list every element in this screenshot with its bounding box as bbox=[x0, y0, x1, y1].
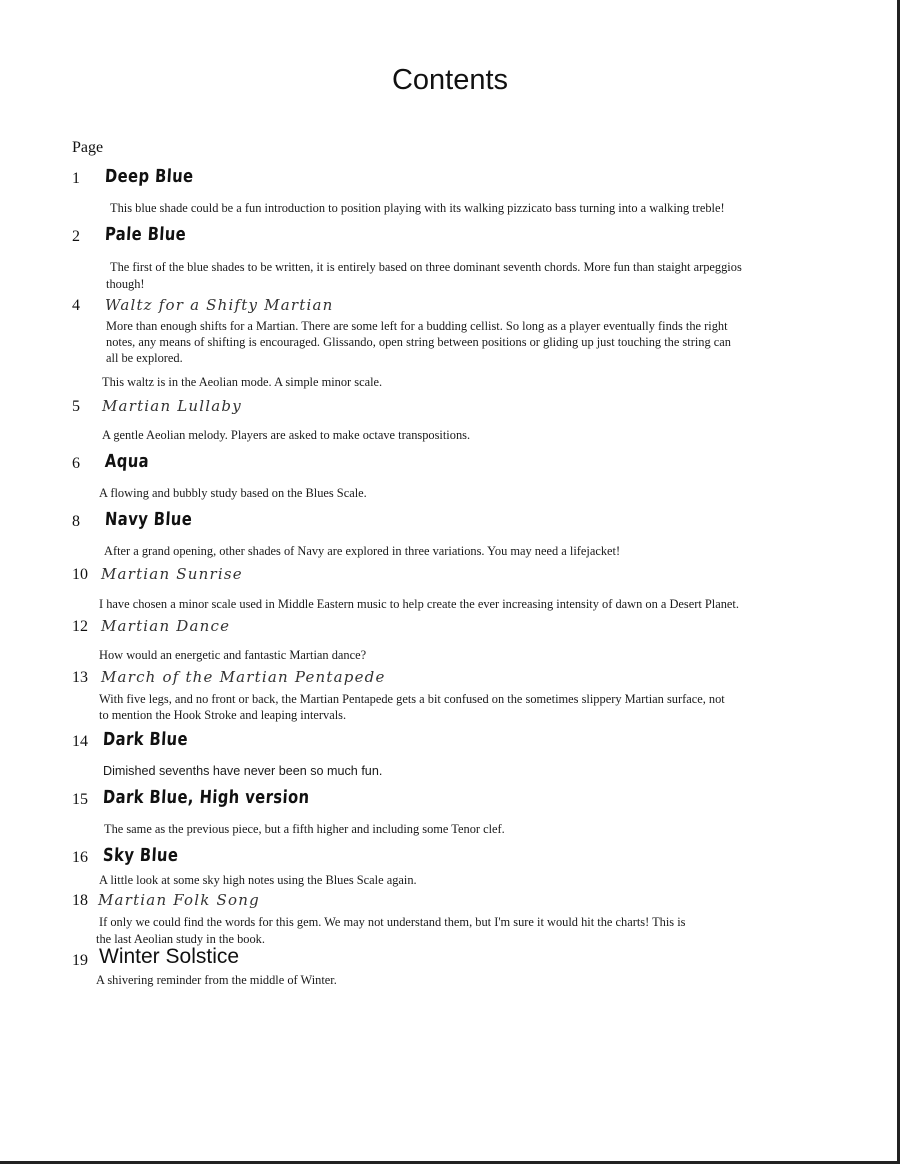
entry-title: Dark Blue, High version bbox=[102, 787, 311, 808]
entry-description: A shivering reminder from the middle of Winter. bbox=[96, 973, 337, 987]
entry-title: Martian Sunrise bbox=[101, 565, 243, 583]
entry-title: Dark Blue bbox=[102, 729, 189, 750]
entry-description: the last Aeolian study in the book. bbox=[96, 932, 265, 946]
entry-page-number: 19 bbox=[72, 952, 88, 969]
entry-description: all be explored. bbox=[106, 351, 183, 365]
entry-title: Martian Lullaby bbox=[102, 397, 242, 415]
entry-description: This blue shade could be a fun introduction to position playing with its walking pizzicato bass turning into a walking treble! bbox=[110, 201, 725, 215]
entry-description: notes, any means of shifting is encouraged. Glissando, open string between positions or gliding up just touching the string can bbox=[106, 335, 731, 349]
entry-description: A gentle Aeolian melody. Players are asked to make octave transpositions. bbox=[102, 428, 471, 442]
entry-description: With five legs, and no front or back, the Martian Pentapede gets a bit confused on the sometimes slippery Martian surface, not bbox=[99, 692, 725, 706]
entry-page-number: 1 bbox=[72, 170, 80, 187]
entry-page-number: 2 bbox=[72, 228, 80, 245]
entry-page-number: 10 bbox=[72, 566, 88, 583]
entry-description: A flowing and bubbly study based on the Blues Scale. bbox=[99, 486, 367, 500]
entry-page-number: 5 bbox=[72, 398, 80, 415]
entry-description: After a grand opening, other shades of Navy are explored in three variations. You may need a lifejacket! bbox=[104, 544, 621, 558]
page-column-label: Page bbox=[72, 139, 104, 156]
entry-description: I have chosen a minor scale used in Middle Eastern music to help create the ever increasing intensity of dawn on a Desert Planet. bbox=[99, 597, 739, 611]
entry-title: Navy Blue bbox=[104, 509, 193, 530]
entry-title: Deep Blue bbox=[104, 166, 195, 187]
entry-title: Winter Solstice bbox=[99, 945, 240, 968]
entry-page-number: 14 bbox=[72, 733, 88, 750]
entry-page-number: 13 bbox=[72, 669, 88, 686]
entry-page-number: 12 bbox=[72, 618, 88, 635]
entry-title: March of the Martian Pentapede bbox=[101, 668, 386, 686]
entry-title: Aqua bbox=[104, 451, 150, 472]
entry-description: The same as the previous piece, but a fifth higher and including some Tenor clef. bbox=[104, 822, 505, 836]
entry-description: How would an energetic and fantastic Martian dance? bbox=[99, 648, 367, 662]
entry-description: If only we could find the words for this gem. We may not understand them, but I'm sure it would hit the charts! This is bbox=[99, 915, 686, 929]
entry-page-number: 15 bbox=[72, 791, 88, 808]
entry-page-number: 6 bbox=[72, 455, 80, 472]
entry-page-number: 4 bbox=[72, 297, 80, 314]
entry-title: Martian Dance bbox=[101, 617, 231, 635]
entry-description: to mention the Hook Stroke and leaping intervals. bbox=[99, 708, 347, 722]
entry-title: Pale Blue bbox=[104, 224, 187, 245]
entry-description: A little look at some sky high notes using the Blues Scale again. bbox=[99, 873, 417, 887]
entry-description: More than enough shifts for a Martian. There are some left for a budding cellist. So long as a player eventually finds the right bbox=[106, 319, 728, 333]
entry-description: though! bbox=[106, 277, 145, 291]
entry-title: Waltz for a Shifty Martian bbox=[105, 296, 334, 314]
entry-page-number: 8 bbox=[72, 513, 80, 530]
entry-title: Martian Folk Song bbox=[98, 891, 260, 909]
entry-title: Sky Blue bbox=[102, 845, 179, 866]
entry-page-number: 18 bbox=[72, 892, 88, 909]
entry-page-number: 16 bbox=[72, 849, 88, 866]
entry-description: Dimished sevenths have never been so much fun. bbox=[103, 764, 383, 778]
page-title: Contents bbox=[391, 64, 509, 96]
entry-description: This waltz is in the Aeolian mode. A simple minor scale. bbox=[102, 375, 383, 389]
entry-description: The first of the blue shades to be written, it is entirely based on three dominant seventh chords. More fun than staight arpeggios bbox=[110, 260, 742, 274]
